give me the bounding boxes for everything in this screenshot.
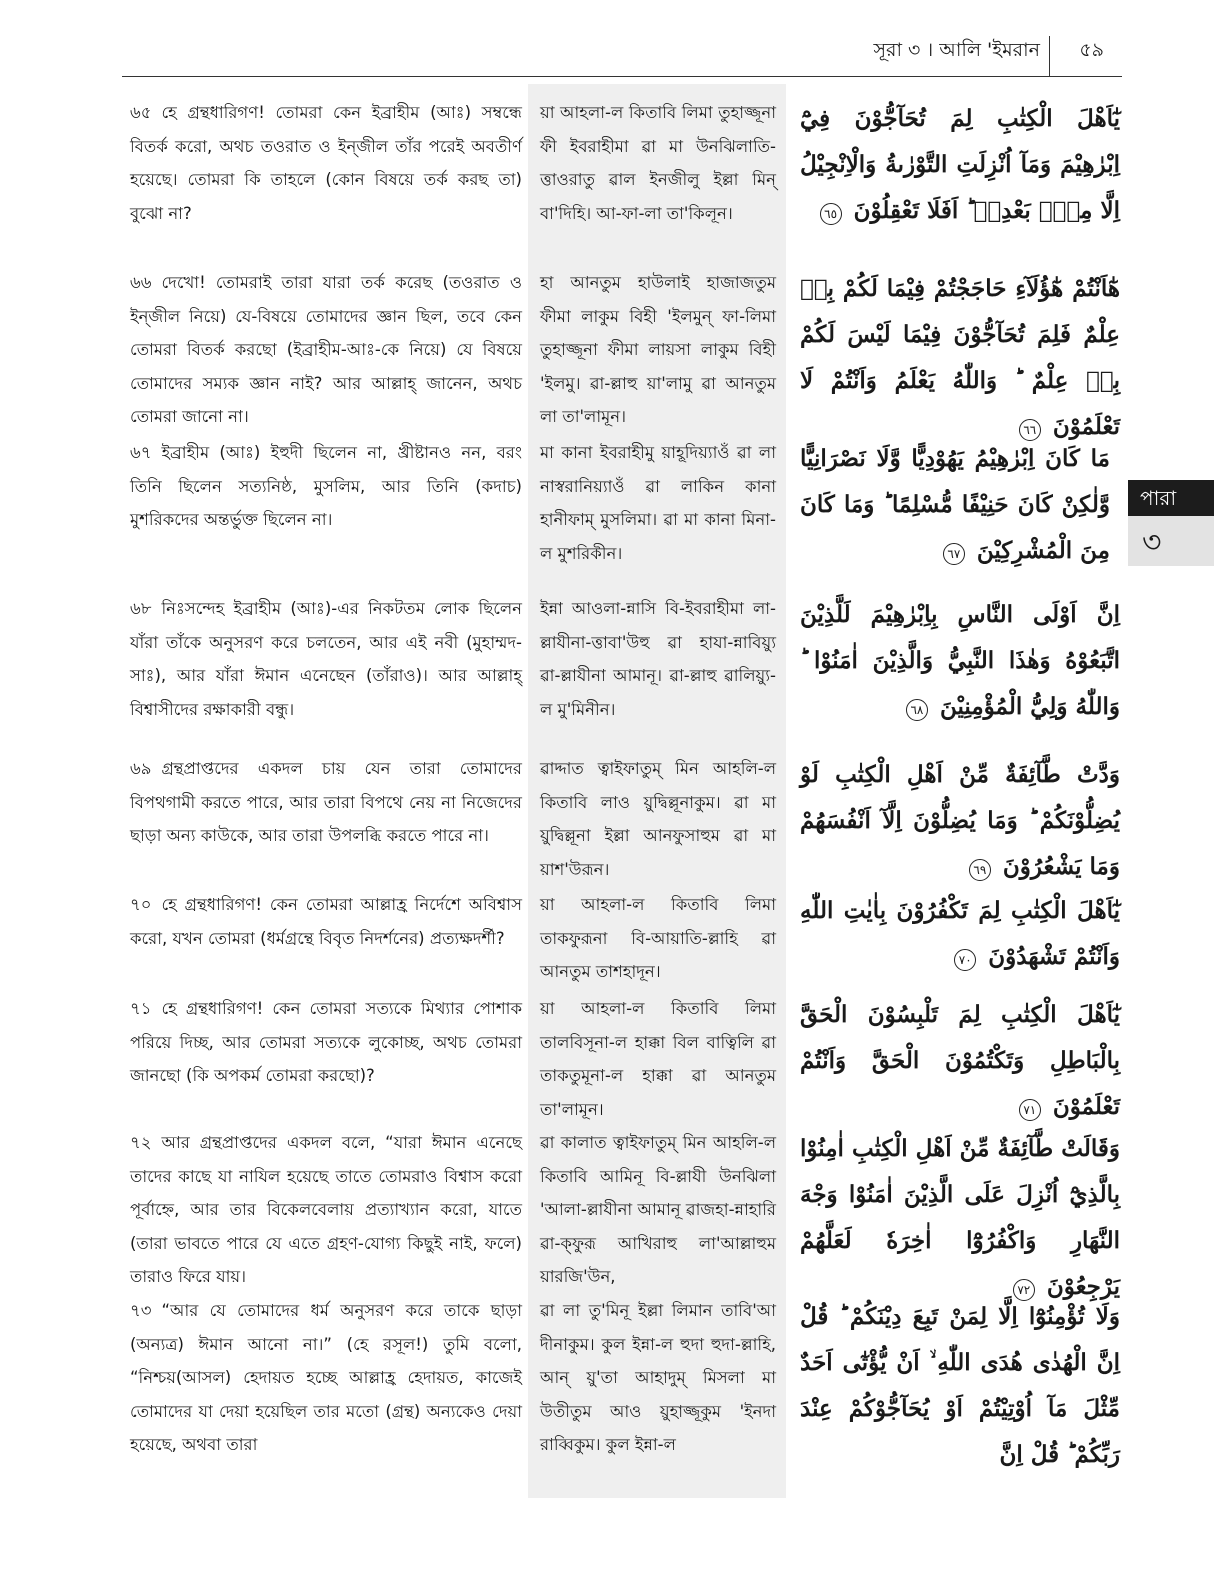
ayah-end-marker: ٧١ xyxy=(1019,1099,1041,1121)
arabic-verse: يٰٓاَهْلَ الْكِتٰبِ لِمَ تَلْبِسُوْنَ الْحَقَّ بِالْبَاطِلِ وَتَكْتُمُوْنَ الْحَقَّ وَاَنْتُمْ تَعْلَمُوْنَ xyxy=(800,1001,1120,1120)
ayah-end-marker: ٦٦ xyxy=(1019,419,1041,441)
translation xyxy=(130,1294,522,1462)
ayah-end-marker: ٧٢ xyxy=(1013,1279,1035,1301)
para-number: ৩ xyxy=(1128,516,1214,566)
arabic-verse: يٰٓاَهْلَ الْكِتٰبِ لِمَ تَكْفُرُوْنَ بِاٰيٰتِ اللّٰهِ وَاَنْتُمْ تَشْهَدُوْنَ xyxy=(800,897,1120,970)
transliteration: ৱা কালাত ত্বাইফাতুম্ মিন আহলি-ল কিতাবি আমিনূ বি-ল্লাযী উনঝিলা 'আলা-ল্লাযীনা আমানূ ৱাজহা-ন্নাহারি ৱা-ক্ফুরূ আখিরাহু লা'আল্লাহুম য়ারজি'উন, xyxy=(540,1133,776,1286)
arabic-verse: وَقَالَتْ طَّآئِفَةٌ مِّنْ اَهْلِ الْكِتٰبِ اٰمِنُوْا بِالَّذِيْٓ اُنْزِلَ عَلَى الَّذِيْنَ اٰمَنُوْا وَجْهَ النَّهَارِ وَاكْفُرُوْٓا اٰخِرَهٗ لَعَلَّهُمْ يَرْجِعُوْنَ xyxy=(800,1135,1120,1300)
para-tab xyxy=(1128,480,1214,566)
verse-number: ৬৯ xyxy=(130,759,152,778)
ayah-end-marker: ٧٠ xyxy=(954,949,976,971)
translation-text: আর গ্রন্থপ্রাপ্তদের একদল বলে, “যারা ঈমান এনেছে তাদের কাছে যা নাযিল হয়েছে তাতে তোমরাও বিশ্বাস করো পূর্বাহ্নে, আর তার বিকেলবেলায় প্রত্যাখ্যান করো, যাতে (তারা ভাবতে পারে যে এতে গ্রহণ-যোগ্য কিছুই নাই, ফলে) তারাও ফিরে যায়। xyxy=(130,1133,522,1286)
page-header xyxy=(122,28,1122,77)
translation-text: নিঃসন্দেহ ইব্রাহীম (আঃ)-এর নিকটতম লোক ছিলেন যাঁরা তাঁকে অনুসরণ করে চলতেন, আর এই নবী (মুহাম্মদ-সাঃ), আর যাঁরা ঈমান এনেছেন (তাঁরাও)। আর আল্লাহ্ বিশ্বাসীদের রক্ষাকারী বন্ধু। xyxy=(130,599,522,719)
transliteration: ইন্না আওলা-ন্নাসি বি-ইবরাহীমা লা-ল্লাযীনা-ত্তাবা'উহু ৱা হাযা-ন্নাবিয়্যু ৱা-ল্লাযীনা আমানূ। ৱা-ল্লাহু ৱালিয়্যু-ল মু'মিনীন। xyxy=(540,599,776,719)
header-divider xyxy=(1049,36,1050,76)
arabic-text xyxy=(800,888,1120,980)
translation xyxy=(130,436,522,537)
transliteration: য়া আহলা-ল কিতাবি লিমা তাকফুরূনা বি-আয়াতি-ল্লাহি ৱা আনতুম তাশহাদূন। xyxy=(540,895,776,981)
arabic-verse: وَدَّتْ طَّآئِفَةٌ مِّنْ اَهْلِ الْكِتٰبِ لَوْ يُضِلُّوْنَكُمْ ؕ وَمَا يُضِلُّوْنَ اِلَّآ اَنْفُسَهُمْ وَمَا يَشْعُرُوْنَ xyxy=(800,761,1120,880)
ayah-end-marker: ٦٨ xyxy=(906,699,928,721)
verse-number: ৭১ xyxy=(130,999,152,1018)
translation xyxy=(130,1126,522,1294)
arabic-text xyxy=(800,1126,1120,1310)
surah-title: সূরা ৩ । আলি 'ইমরান xyxy=(873,39,1040,61)
transliteration: মা কানা ইবরাহীমু য়াহূদিয়্যাওঁ ৱা লা নাস্বরানিয়্যাওঁ ৱা লাকিন কানা হানীফাম্ মুসলিমা। ৱা মা কানা মিনা-ল মুশরিকীন। xyxy=(540,443,776,563)
translation-text: ইব্রাহীম (আঃ) ইহুদী ছিলেন না, খ্রীষ্টানও নন, বরং তিনি ছিলেন সত্যনিষ্ঠ, মুসলিম, আর তিনি (কদাচ) মুশরিকদের অন্তর্ভুক্ত ছিলেন না। xyxy=(130,443,522,529)
verse-number: ৬৮ xyxy=(130,599,152,618)
translation-text: গ্রন্থপ্রাপ্তদের একদল চায় যেন তারা তোমাদের বিপথগামী করতে পারে, আর তারা বিপথে নেয় না নিজেদের ছাড়া অন্য কাউকে, আর তারা উপলব্ধি করতে পারে না। xyxy=(130,759,522,845)
transliteration: ৱাদ্দাত ত্বাইফাতুম্ মিন আহলি-ল কিতাবি লাও য়ুদ্বিল্লূনাকুম। ৱা মা য়ুদ্বিল্লূনা ইল্লা আনফুসাহুম ৱা মা য়াশ'উরূন। xyxy=(540,759,776,879)
arabic-verse: هٰٓاَنْتُمْ هٰٓؤُلَآءِ حَاجَجْتُمْ فِيْمَا لَكُمْ بِهٖ عِلْمٌ فَلِمَ تُحَآجُّوْنَ فِيْمَا لَيْسَ لَكُمْ بِهٖ عِلْمٌ ؕ وَاللّٰهُ يَعْلَمُ وَاَنْتُمْ لَا تَعْلَمُوْنَ xyxy=(800,275,1120,440)
verse-number: ৬৭ xyxy=(130,443,152,462)
verse-number: ৭০ xyxy=(130,895,152,914)
arabic-text xyxy=(800,592,1120,730)
verse-number: ৭৩ xyxy=(130,1301,152,1320)
translation-text: “আর যে তোমাদের ধর্ম অনুসরণ করে তাকে ছাড়া (অন্যত্র) ঈমান আনো না।” (হে রসূল!) তুমি বলো, “নিশ্চয়(আসল) হেদায়ত হচ্ছে আল্লাহ্র হেদায়ত, কাজেই তোমাদের যা দেয়া হয়েছিল তার মতো (গ্রন্থ) অন্যকেও দেয়া হয়েছে, অথবা তারা xyxy=(130,1301,522,1454)
ayah-end-marker: ٦٥ xyxy=(820,203,842,225)
transliteration: ৱা লা তু'মিনূ ইল্লা লিমান তাবি'আ দীনাকুম। কুল ইন্না-ল হুদা হুদা-ল্লাহি, আন্ য়ু'তা আহাদুম্ মিসলা মা উতীতুম আও য়ুহাজ্জূকুম 'ইনদা রাব্বিকুম। কুল ইন্না-ল xyxy=(540,1301,776,1454)
verse-number: ৬৫ xyxy=(130,103,152,122)
transliteration: য়া আহলা-ল কিতাবি লিমা তুহাজ্জূনা ফী ইবরাহীমা ৱা মা উনঝিলাতি-ত্তাওরাতু ৱাল ইনজীলু ইল্লা মিন্ বা'দিহি। আ-ফা-লা তা'কিলূন। xyxy=(540,103,776,223)
translation-text: হে গ্রন্থধারিগণ! কেন তোমরা আল্লাহ্র নির্দেশে অবিশ্বাস করো, যখন তোমরা (ধর্মগ্রন্থে বিবৃত নিদর্শনের) প্রত্যক্ষদর্শী? xyxy=(130,895,522,948)
para-label: পারা xyxy=(1128,480,1214,516)
transliteration: য়া আহলা-ল কিতাবি লিমা তালবিসূনা-ল হাক্কা বিল বাত্বিলি ৱা তাকতুমূনা-ল হাক্কা ৱা আনতুম তা'লামূন। xyxy=(540,999,776,1119)
transliteration: হা আনতুম হাউলাই হাজাজতুম ফীমা লাকুম বিহী 'ইলমুন্ ফা-লিমা তুহাজ্জূনা ফীমা লায়সা লাকুম বিহী 'ইলমু। ৱা-ল্লাহু য়া'লামু ৱা আনতুম লা তা'লামূন। xyxy=(540,273,776,426)
arabic-text xyxy=(800,96,1120,234)
page-number: ৫৯ xyxy=(1079,39,1104,61)
arabic-verse: اِنَّ اَوْلَى النَّاسِ بِاِبْرٰهِيْمَ لَلَّذِيْنَ اتَّبَعُوْهُ وَهٰذَا النَّبِيُّ وَالَّذِيْنَ اٰمَنُوْا ؕ وَاللّٰهُ وَلِيُّ الْمُؤْمِنِيْنَ xyxy=(800,601,1120,720)
ayah-end-marker: ٦٩ xyxy=(969,859,991,881)
arabic-text xyxy=(800,752,1120,890)
translation-text: হে গ্রন্থধারিগণ! তোমরা কেন ইব্রাহীম (আঃ) সম্বন্ধে বিতর্ক করো, অথচ তওরাত ও ইন্জীল তাঁর পরেই অবতীর্ণ হয়েছে। তোমরা কি তাহলে (কোন বিষয়ে তর্ক করছ তা) বুঝো না? xyxy=(130,103,522,223)
arabic-verse: وَلَا تُؤْمِنُوْٓا اِلَّا لِمَنْ تَبِعَ دِيْنَكُمْ ؕ قُلْ اِنَّ الْهُدٰى هُدَى اللّٰهِ ۙ اَنْ يُّؤْتٰٓى اَحَدٌ مِّثْلَ مَآ اُوْتِيْتُمْ اَوْ يُحَآجُّوْكُمْ عِنْدَ رَبِّكُمْ ؕ قُلْ اِنَّ xyxy=(800,1303,1120,1468)
verse-number: ৬৬ xyxy=(130,273,152,292)
ayah-end-marker: ٦٧ xyxy=(943,543,965,565)
arabic-text xyxy=(800,1294,1120,1478)
arabic-verse: مَا كَانَ اِبْرٰهِيْمُ يَهُوْدِيًّا وَّلَا نَصْرَانِيًّا وَّلٰكِنْ كَانَ حَنِيْفًا مُّسْلِمًا ؕ وَمَا كَانَ مِنَ الْمُشْرِكِيْنَ xyxy=(800,445,1110,564)
arabic-verse: يٰٓاَهْلَ الْكِتٰبِ لِمَ تُحَآجُّوْنَ فِيْٓ اِبْرٰهِيْمَ وَمَآ اُنْزِلَتِ التَّوْرٰىةُ وَالْاِنْجِيْلُ اِلَّا مِنْۢ بَعْدِهٖ ؕ اَفَلَا تَعْقِلُوْنَ xyxy=(800,105,1120,224)
translation xyxy=(130,96,522,230)
arabic-text xyxy=(800,266,1120,450)
translation-text: দেখো! তোমরাই তারা যারা তর্ক করেছ (তওরাত ও ইন্জীল নিয়ে) যে-বিষয়ে তোমাদের জ্ঞান ছিল, তবে কেন তোমরা বিতর্ক করছো (ইব্রাহীম-আঃ-কে নিয়ে) যে বিষয়ে তোমাদের সম্যক জ্ঞান নাই? আর আল্লাহ্ জানেন, অথচ তোমরা জানো না। xyxy=(130,273,522,426)
translation xyxy=(130,266,522,434)
arabic-text xyxy=(800,436,1110,574)
translation xyxy=(130,992,522,1093)
translation xyxy=(130,592,522,726)
translation-text: হে গ্রন্থধারিগণ! কেন তোমরা সত্যকে মিথ্যার পোশাক পরিয়ে দিচ্ছ, আর তোমরা সত্যকে লুকোচ্ছ, অথচ তোমরা জানছো (কি অপকর্ম তোমরা করছো)? xyxy=(130,999,522,1085)
translation xyxy=(130,888,522,955)
verse-number: ৭২ xyxy=(130,1133,152,1152)
arabic-text xyxy=(800,992,1120,1130)
translation xyxy=(130,752,522,853)
